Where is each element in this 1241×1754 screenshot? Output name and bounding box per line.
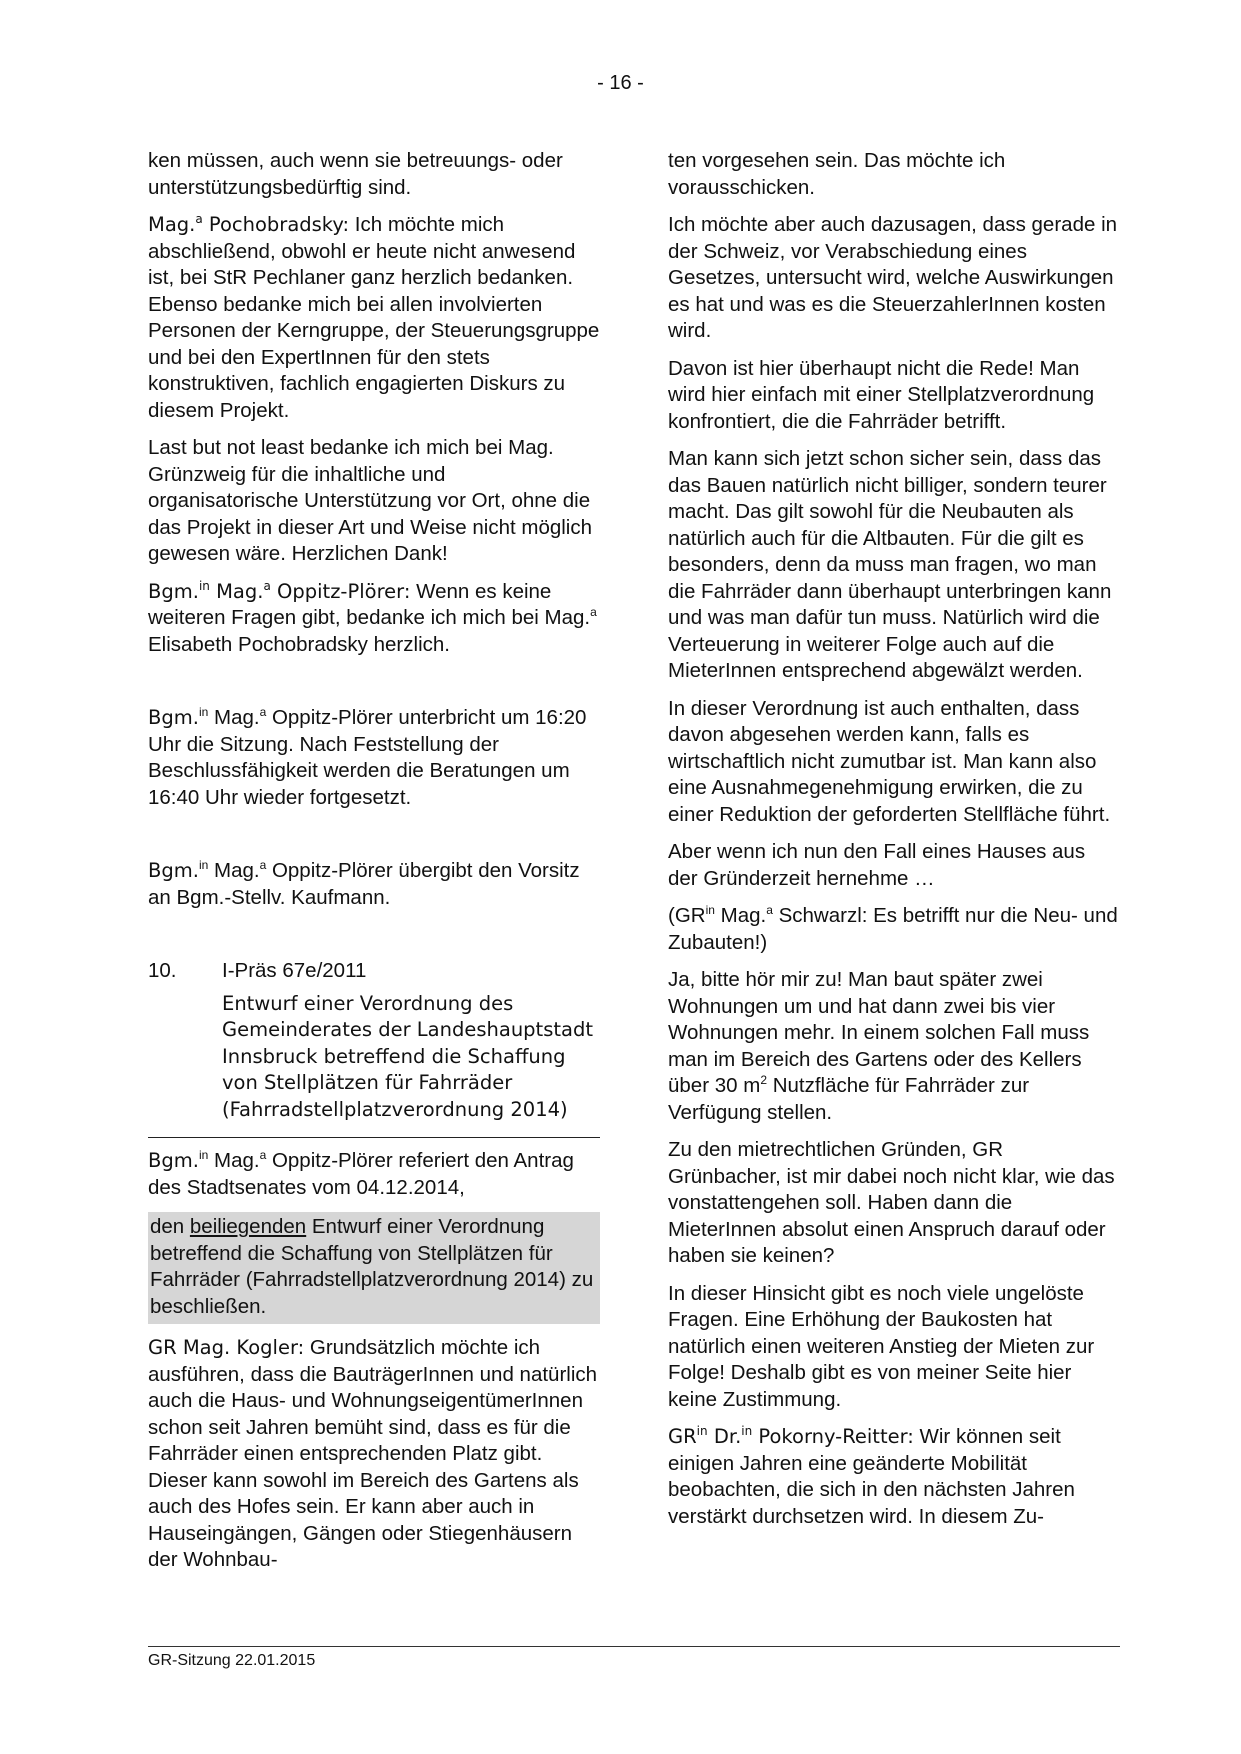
divider bbox=[148, 1137, 600, 1138]
paragraph: Aber wenn ich nun den Fall eines Hauses aus der Gründerzeit hernehme … bbox=[668, 840, 1086, 890]
interjection: ($GR^{in}$ Mag.$^a$ Schwarzl: Es betrifft nur die Neu- und Zubauten!) bbox=[668, 903, 1118, 954]
paragraph: In dieser Verordnung ist auch enthalten, dass davon abgesehen werden kann, falls es wirtschaftlich nicht zumutbar ist. Man kann also eine Ausnahmegenehmigung erwirken, die zu einer Reduktion der geforderten Stellfläche führt. bbox=[668, 696, 1111, 826]
paragraph: Man kann sich jetzt schon sicher sein, dass das das Bauen natürlich nicht billiger, sondern teurer macht. Das gilt sowohl für die Neubauten als natürlich auch für die Altbauten. Für die gilt es besonders, denn da muss man fragen, wo man die Fahrräder dann überhaupt unterbringen kann und was man dafür tun muss. Natürlich wird die Verteuerung in weiterer Folge auch auf die MieterInnen entsprechend abgewälzt werden. bbox=[668, 447, 1112, 682]
agenda-title: Entwurf einer Verordnung des Gemeinderates der Landeshauptstadt Innsbruck betreffend die Schaffung von Stellplätzen für Fahrräder (Fahrradstellplatzverordnung 2014) bbox=[222, 991, 593, 1121]
paragraph: Ja, bitte hör mir zu! Man baut später zwei Wohnungen um und hat dann zwei bis vier Wohnungen mehr. In einem solchen Fall muss man im Bereich des Gartens oder des Kellers über 30 $m^2$ Nutzfläche für Fahrräder zur Verfügung stellen. bbox=[668, 968, 1090, 1124]
page-number: - 16 - bbox=[597, 72, 644, 94]
motion-text: den beiliegenden Entwurf einer Verordnung betreffend die Schaffung von Stellplätzen für Fahrräder (Fahrradstellplatzverordnung 2014) zu beschließen. bbox=[148, 1212, 600, 1324]
paragraph: GR Mag. Kogler: Grundsätzlich möchte ich ausführen, dass die BauträgerInnen und natürlich auch die Haus- und WohnungseigentümerInnen schon seit Jahren bemüht sind, dass es für die Fahrräder einen entsprechenden Platz gibt. Dieser kann sowohl im Bereich des Gartens als auch des Hofes sein. Er kann aber auch in Hauseingängen, Gängen oder Stiegenhäusern der Wohnbau- bbox=[148, 1336, 598, 1571]
paragraph: Bgm.$^{in}$ Mag.$^a$ Oppitz-Plörer: Wenn es keine weiteren Fragen gibt, bedanke ich mich bei Mag.$^a$ Elisabeth Pochobradsky herzlich. bbox=[148, 578, 597, 656]
paragraph: Ich möchte aber auch dazusagen, dass gerade in der Schweiz, vor Verabschiedung eines Gesetzes, untersucht wird, welche Auswirkungen es hat und was es die SteuerzahlerInnen kosten wird. bbox=[668, 213, 1118, 342]
speaker-name: GR Mag. Kogler: bbox=[148, 1336, 305, 1359]
agenda-reference: I-Präs 67e/2011 bbox=[222, 959, 367, 982]
procedural-note: Bgm.$^{in}$ Mag.$^a$ Oppitz-Plörer unterbricht um 16:20 Uhr die Sitzung. Nach Feststellung der Beschlussfähigkeit werden die Beratungen um 16:40 Uhr wieder fortgesetzt. bbox=[148, 705, 587, 809]
right-column bbox=[668, 148, 1120, 1541]
agenda-item bbox=[148, 958, 600, 1125]
paragraph: Davon ist hier überhaupt nicht die Rede! Man wird hier einfach mit einer Stellplatzverordnung konfrontiert, die die Fahrräder betrifft. bbox=[668, 356, 1095, 433]
left-column bbox=[148, 148, 600, 1585]
paragraph: Last but not least bedanke ich mich bei Mag. Grünzweig für die inhaltliche und organisatorische Unterstützung vor Ort, ohne die das Projekt in dieser Art und Weise nicht möglich gewesen wäre. Herzlichen Dank! bbox=[148, 436, 593, 565]
agenda-number: 10. bbox=[148, 959, 177, 982]
procedural-note: Bgm.$^{in}$ Mag.$^a$ Oppitz-Plörer übergibt den Vorsitz an Bgm.-Stellv. Kaufmann. bbox=[148, 858, 580, 909]
footer-text: GR-Sitzung 22.01.2015 bbox=[148, 1652, 316, 1669]
paragraph: Bgm.$^{in}$ Mag.$^a$ Oppitz-Plörer referiert den Antrag des Stadtsenates vom 04.12.2014, bbox=[148, 1148, 574, 1199]
paragraph: $GR^{in}$ Dr.$^{in}$ Pokorny-Reitter: Wir können seit einigen Jahren eine geänderte Mobilität beobachten, die sich in den nächsten Jahren verstärkt durchsetzen wird. In diesem Zu- bbox=[668, 1424, 1075, 1528]
paragraph: In dieser Hinsicht gibt es noch viele ungelöste Fragen. Eine Erhöhung der Baukosten hat natürlich einen weiteren Anstieg der Mieten zur Folge! Deshalb gibt es von meiner Seite hier keine Zustimmung. bbox=[668, 1281, 1095, 1411]
footer-divider bbox=[148, 1646, 1120, 1647]
speaker-name: Bgm.$^{in}$ Mag.$^a$ Oppitz-Plörer: bbox=[148, 578, 411, 603]
speaker-name: Mag.$^a$ Pochobradsky: bbox=[148, 212, 350, 236]
paragraph: Zu den mietrechtlichen Gründen, GR Grünbacher, ist mir dabei noch nicht klar, wie das vonstattengehen soll. Haben dann die MieterInnen absolut einen Anspruch darauf oder haben sie keinen? bbox=[668, 1138, 1115, 1267]
speaker-name: $GR^{in}$ Dr.$^{in}$ Pokorny-Reitter: bbox=[668, 1424, 914, 1448]
paragraph: ken müssen, auch wenn sie betreuungs- oder unterstützungsbedürftig sind. bbox=[148, 149, 563, 199]
paragraph: ten vorgesehen sein. Das möchte ich vorausschicken. bbox=[668, 149, 1006, 199]
paragraph: Mag.$^a$ Pochobradsky: Ich möchte mich abschließend, obwohl er heute nicht anwesend ist, bei StR Pechlaner ganz herzlich bedanken. Ebenso bedanke mich bei allen involvierten Personen der Kerngruppe, der Steuerungsgruppe und bei den ExpertInnen für den stets konstruktiven, fachlich engagierten Diskurs zu diesem Projekt. bbox=[148, 212, 600, 422]
